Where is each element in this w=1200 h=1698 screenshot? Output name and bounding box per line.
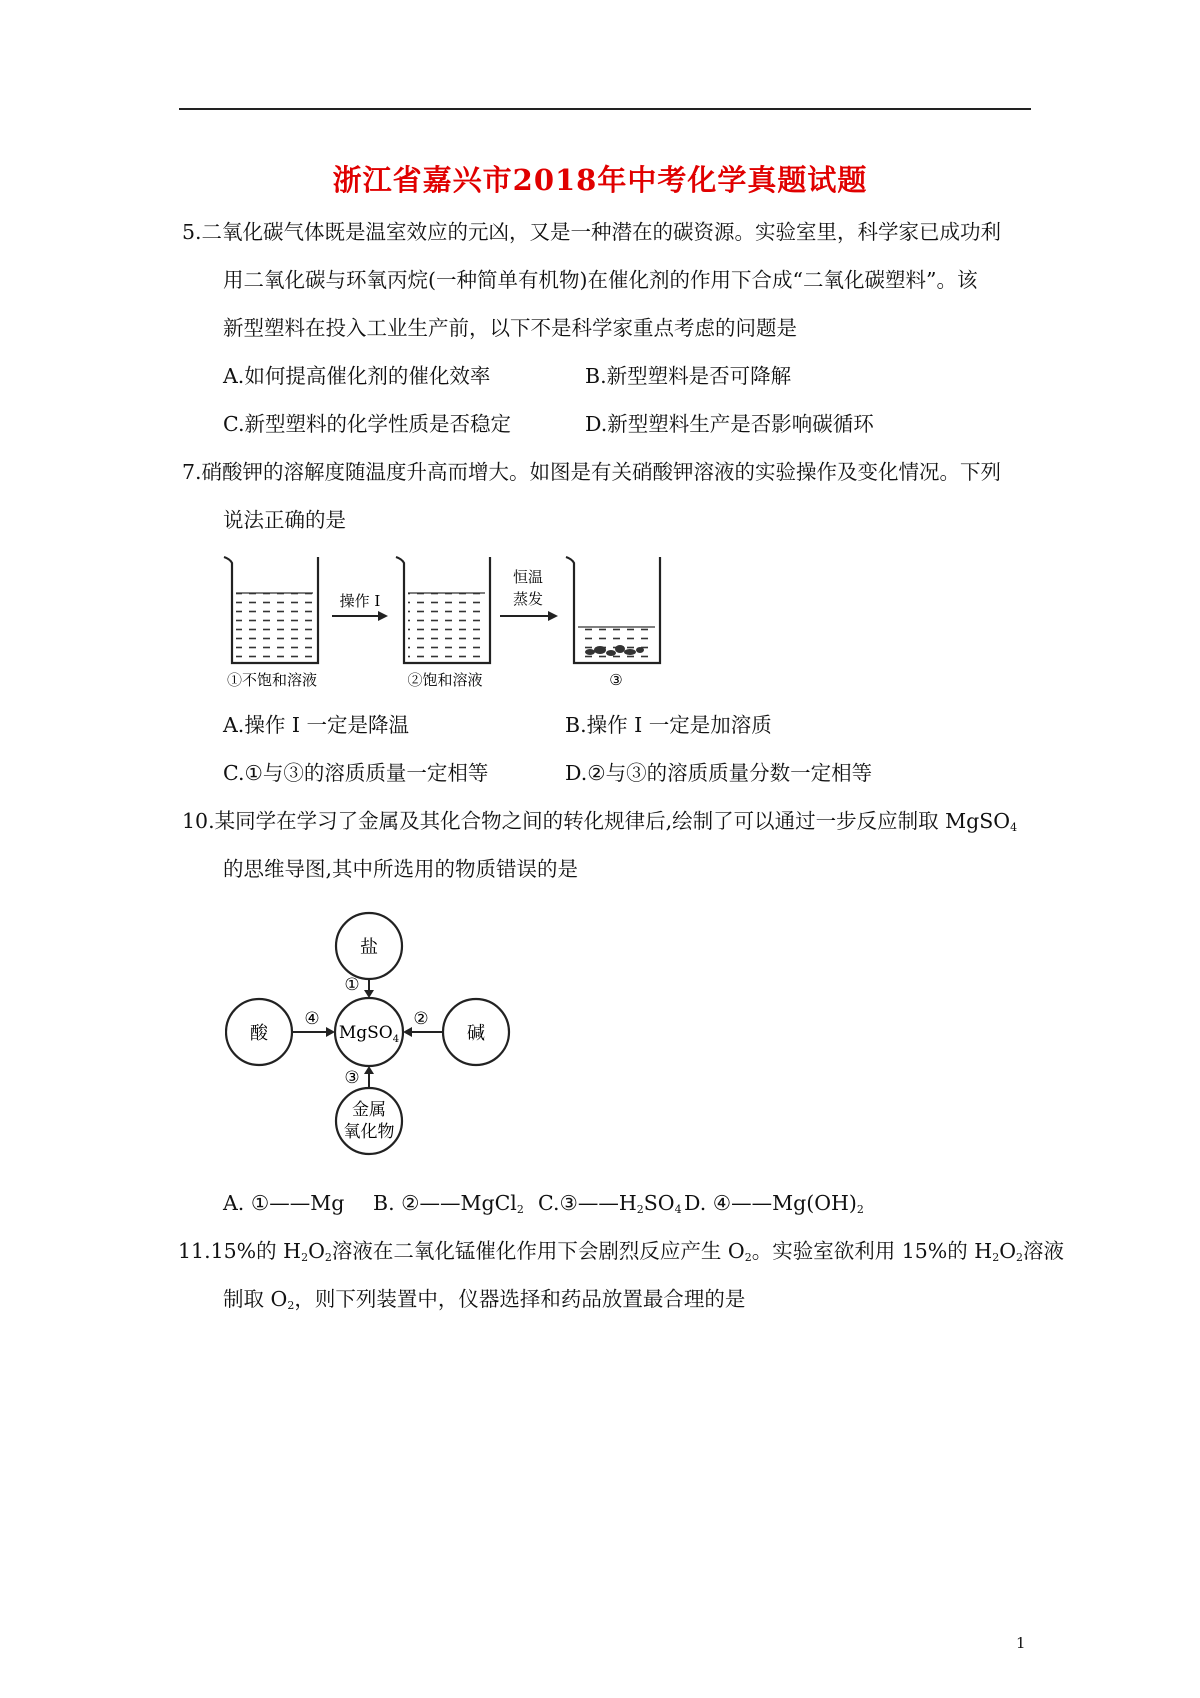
header-rule (179, 108, 1031, 110)
q5-option-d: D.新型塑料生产是否影响碳循环 (585, 412, 874, 436)
q10-option-b: B. ②——MgCl$_2$ (373, 1191, 524, 1216)
page-title: 浙江省嘉兴市2018年中考化学真题试题 (332, 163, 868, 197)
node-metal-oxide (336, 1088, 402, 1154)
node-base-label: 碱 (467, 1023, 485, 1044)
node-metal-oxide-label-2: 氧化物 (343, 1122, 395, 1142)
node-metal-oxide-label-1: 金属 (352, 1100, 386, 1120)
q7-option-a: A.操作 I 一定是降温 (223, 713, 409, 737)
q5-option-a: A.如何提高催化剂的催化效率 (223, 364, 491, 388)
beaker-1 (224, 557, 318, 663)
q10-option-a: A. ①——Mg (223, 1191, 345, 1215)
q11-line-1: 11.15%的 $H_2O_2$溶液在二氧化锰催化作用下会剧烈反应产生 $O_2$。实验室欲利用 15%的 $H_2O_2$溶液 (178, 1239, 1064, 1264)
q5-line-3: 新型塑料在投入工业生产前，以下不是科学家重点考虑的问题是 (223, 316, 797, 340)
q7-option-d: D.②与③的溶质质量分数一定相等 (565, 761, 873, 785)
q10-option-d: D. $④——Mg(OH)_2$ (684, 1191, 864, 1216)
q5-option-c: C.新型塑料的化学性质是否稳定 (223, 412, 511, 436)
node-mgso4-label: MgSO$_4$ (338, 1023, 400, 1045)
arrow-label-4: ④ (304, 1009, 320, 1029)
arrow-1-label: 操作 I (339, 592, 381, 610)
node-salt-label: 盐 (360, 937, 378, 958)
q10-option-c: $C.③——H_2SO_4$ (538, 1191, 682, 1216)
page-number: 1 (1016, 1634, 1026, 1652)
beaker-1-caption: ①不饱和溶液 (226, 671, 318, 689)
node-acid-label: 酸 (250, 1023, 268, 1044)
arrow-label-3: ③ (344, 1068, 360, 1088)
q7-line-2: 说法正确的是 (223, 508, 346, 532)
beaker-2 (396, 557, 490, 663)
beaker-figure (220, 553, 710, 691)
q5-line-1: 5.二氧化碳气体既是温室效应的元凶，又是一种潜在的碳资源。实验室里，科学家已成功利 (182, 220, 1002, 244)
arrow-label-2: ② (413, 1009, 429, 1029)
q7-option-b: B.操作 I 一定是加溶质 (565, 713, 772, 737)
q7-line-1: 7.硝酸钾的溶解度随温度升高而增大。如图是有关硝酸钾溶液的实验操作及变化情况。下列 (182, 460, 1002, 484)
q7-option-c: C.①与③的溶质质量一定相等 (223, 761, 489, 785)
q5-line-2: 用二氧化碳与环氧丙烷(一种简单有机物)在催化剂的作用下合成“二氧化碳塑料”。该 (223, 268, 978, 292)
mgso4-mind-map (225, 908, 525, 1158)
beaker-3-caption: ③ (609, 671, 623, 689)
q10-line-1: 10.某同学在学习了金属及其化合物之间的转化规律后,绘制了可以通过一步反应制取 MgSO$_4$ (182, 809, 1018, 834)
q10-line-2: 的思维导图,其中所选用的物质错误的是 (223, 857, 579, 881)
beaker-2-caption: ②饱和溶液 (407, 671, 483, 689)
q11-line-2: 制取 $O_2$，则下列装置中，仪器选择和药品放置最合理的是 (223, 1287, 746, 1312)
arrow-2-label-top: 恒温 (512, 568, 544, 586)
beaker-3 (566, 557, 660, 663)
q5-option-b: B.新型塑料是否可降解 (585, 364, 792, 388)
arrow-2-label-bottom: 蒸发 (512, 590, 544, 608)
arrow-label-1: ① (344, 975, 360, 995)
